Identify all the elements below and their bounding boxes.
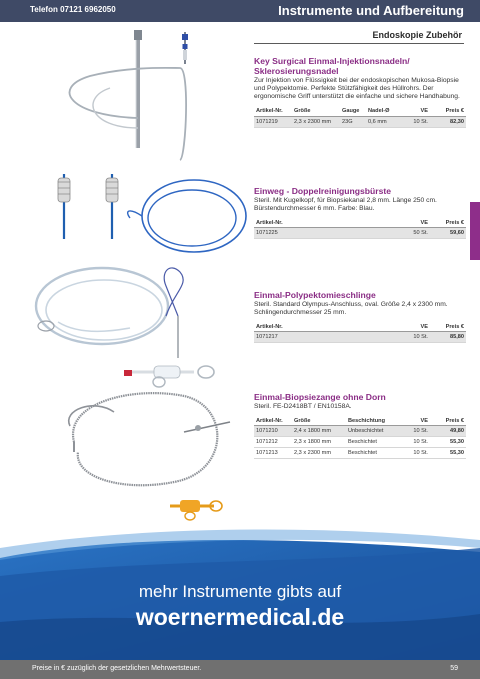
col-article: Artikel-Nr. bbox=[256, 323, 283, 330]
injection-needle-image bbox=[30, 28, 250, 168]
cell-ve: 10 St. bbox=[413, 118, 428, 125]
cell-article: 1071225 bbox=[256, 230, 278, 237]
col-article: Artikel-Nr. bbox=[256, 219, 283, 226]
col-ve: VE bbox=[420, 108, 428, 115]
cell-price: 82,30 bbox=[450, 118, 464, 125]
table-row bbox=[254, 437, 466, 448]
table-header bbox=[254, 107, 466, 117]
cell-price: 85,80 bbox=[450, 334, 464, 341]
footer-note: Preise in € zuzüglich der gesetzlichen Mehrwertsteuer. bbox=[32, 665, 202, 672]
cell-article: 1071217 bbox=[256, 334, 278, 341]
product-description: Steril. Standard Olympus-Anschluss, oval. Größe 2,4 x 2300 mm. Schlingendurchmesser 25 mm. bbox=[254, 301, 448, 317]
col-needle: Nadel-Ø bbox=[368, 108, 390, 115]
cell-ve: 10 St. bbox=[413, 439, 428, 446]
col-article: Artikel-Nr. bbox=[256, 417, 283, 424]
table-row bbox=[254, 426, 466, 437]
price-table bbox=[254, 416, 466, 459]
cell-price: 59,60 bbox=[450, 230, 464, 237]
polypectomy-snare-image bbox=[34, 262, 250, 392]
col-article: Artikel-Nr. bbox=[256, 108, 283, 115]
col-ve: VE bbox=[420, 323, 428, 330]
biopsy-forceps-image bbox=[34, 382, 250, 522]
product-title: Einweg - Doppelreinigungsbürste bbox=[254, 186, 392, 196]
col-size: Größe bbox=[294, 417, 311, 424]
cell-gauge: 23G bbox=[342, 118, 353, 125]
col-gauge: Gauge bbox=[342, 108, 360, 115]
footer-bar bbox=[0, 660, 480, 679]
cell-size: 2,3 x 1800 mm bbox=[294, 439, 331, 446]
product-description: Zur Injektion von Flüssigkeit bei der endoskopischen Mukosa-Biopsie und Polypektomie. Perfekte Stützfähigkeit des Hüllrohrs. Der ergonomische Griff unterstützt die einfache und sichere Handhabung. bbox=[254, 77, 460, 101]
cell-size: 2,3 x 2300 mm bbox=[294, 450, 331, 457]
product-cleaning-brush bbox=[254, 186, 466, 239]
banner-website-link[interactable]: woernermedical.de bbox=[135, 604, 345, 630]
product-polypectomy-snare bbox=[254, 290, 466, 343]
price-table bbox=[254, 218, 466, 239]
cell-ve: 10 St. bbox=[413, 428, 428, 435]
col-coating: Beschichtung bbox=[348, 417, 385, 424]
cell-article: 1071210 bbox=[256, 428, 278, 435]
product-title: Key Surgical Einmal-Injektionsnadeln/ Sklerosierungsnadel bbox=[254, 56, 410, 76]
section-title: Endoskopie Zubehör bbox=[372, 30, 462, 40]
product-description: Steril. FE-D2418BT / EN10158A. bbox=[254, 403, 352, 410]
table-header bbox=[254, 416, 466, 426]
product-biopsy-forceps bbox=[254, 392, 466, 459]
col-price: Preis € bbox=[445, 219, 464, 226]
col-price: Preis € bbox=[445, 323, 464, 330]
header-phone: Telefon 07121 6962050 bbox=[30, 5, 116, 14]
cleaning-brush-image bbox=[34, 164, 250, 274]
col-size: Größe bbox=[294, 108, 311, 115]
cell-coating: Beschichtet bbox=[348, 450, 377, 457]
banner-line-1: mehr Instrumente gibts auf bbox=[138, 582, 342, 601]
cell-size: 2,4 x 1800 mm bbox=[294, 428, 331, 435]
cell-price: 55,30 bbox=[450, 439, 464, 446]
price-table bbox=[254, 107, 466, 128]
cell-coating: Beschichtet bbox=[348, 439, 377, 446]
price-table bbox=[254, 322, 466, 343]
website-banner[interactable] bbox=[0, 518, 480, 660]
table-row bbox=[254, 448, 466, 459]
cell-ve: 10 St. bbox=[413, 334, 428, 341]
product-title: Einmal-Polypektomieschlinge bbox=[254, 290, 376, 300]
page-number: 59 bbox=[450, 665, 458, 672]
cell-ve: 10 St. bbox=[413, 450, 428, 457]
product-injection-needle bbox=[254, 56, 466, 128]
cell-needle: 0,6 mm bbox=[368, 118, 387, 125]
col-ve: VE bbox=[420, 219, 428, 226]
cell-coating: Unbeschichtet bbox=[348, 428, 384, 435]
cell-article: 1071219 bbox=[256, 118, 278, 125]
product-description: Steril. Mit Kugelkopf, für Biopsiekanal 2,8 mm. Länge 250 cm. Bürstendurchmesser 6 mm. Farbe: Blau. bbox=[254, 197, 437, 213]
cell-price: 49,80 bbox=[450, 428, 464, 435]
col-price: Preis € bbox=[445, 108, 464, 115]
section-divider bbox=[254, 43, 464, 44]
cell-price: 55,30 bbox=[450, 450, 464, 457]
col-price: Preis € bbox=[445, 417, 464, 424]
header-bar bbox=[0, 0, 480, 22]
cell-size: 2,3 x 2300 mm bbox=[294, 118, 331, 125]
cell-article: 1071213 bbox=[256, 450, 278, 457]
table-header bbox=[254, 218, 466, 228]
product-title: Einmal-Biopsiezange ohne Dorn bbox=[254, 392, 386, 402]
cell-article: 1071212 bbox=[256, 439, 278, 446]
col-ve: VE bbox=[420, 417, 428, 424]
side-tab-marker bbox=[470, 202, 480, 260]
table-row bbox=[254, 117, 466, 128]
header-title: Instrumente und Aufbereitung bbox=[278, 3, 464, 18]
table-row bbox=[254, 228, 466, 239]
table-row bbox=[254, 332, 466, 343]
table-header bbox=[254, 322, 466, 332]
cell-ve: 50 St. bbox=[413, 230, 428, 237]
